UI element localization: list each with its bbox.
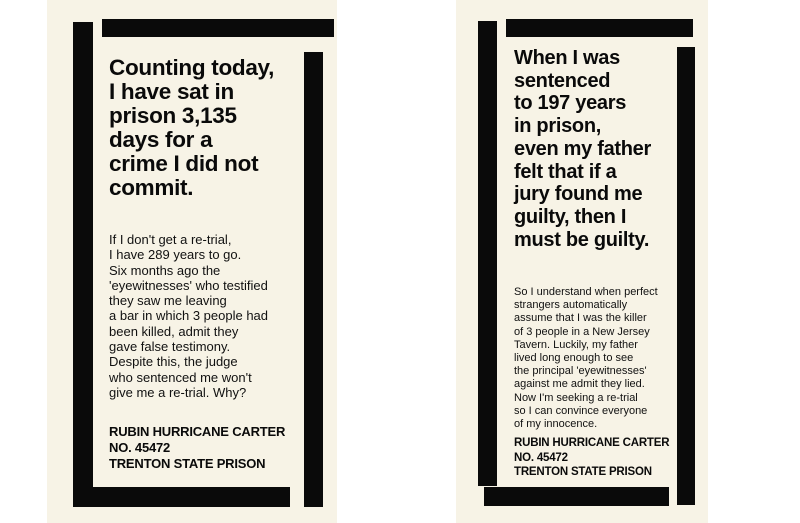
frame-bar-top — [506, 19, 693, 37]
poster-signature: RUBIN HURRICANE CARTER NO. 45472 TRENTON STATE PRISON — [109, 424, 286, 471]
ad-poster-right — [456, 0, 708, 523]
poster-body-text: So I understand when perfect strangers automatically assume that I was the killer of 3 people in a New Jersey Tavern. Luckily, my father lived long enough to see the principal 'eyewitnesses' against me admit they lied. Now I'm seeking a re-trial so I can convince everyone of my innocence. — [514, 286, 658, 431]
poster-headline: When I was sentenced to 197 years in prison, even my father felt that if a jury found me guilty, then I must be guilty. — [514, 47, 651, 251]
ad-poster-left — [47, 0, 337, 523]
poster-headline: Counting today, I have sat in prison 3,135 days for a crime I did not commit. — [109, 55, 275, 200]
frame-bar-bottom — [484, 487, 669, 506]
frame-bar-left — [478, 21, 497, 486]
frame-bar-bottom — [73, 487, 290, 507]
frame-bar-right — [677, 47, 695, 505]
poster-body-text: If I don't get a re-trial, I have 289 years to go. Six months ago the 'eyewitnesses' who testified they saw me leaving a bar in which 3 people had been killed, admit they gave false testimony. Despite this, the judge who sentenced me won't give me a re-trial. Why? — [109, 232, 269, 400]
poster-signature: RUBIN HURRICANE CARTER NO. 45472 TRENTON STATE PRISON — [514, 437, 670, 478]
frame-bar-top — [102, 19, 334, 37]
frame-bar-right — [304, 52, 323, 507]
frame-bar-left — [73, 22, 93, 487]
